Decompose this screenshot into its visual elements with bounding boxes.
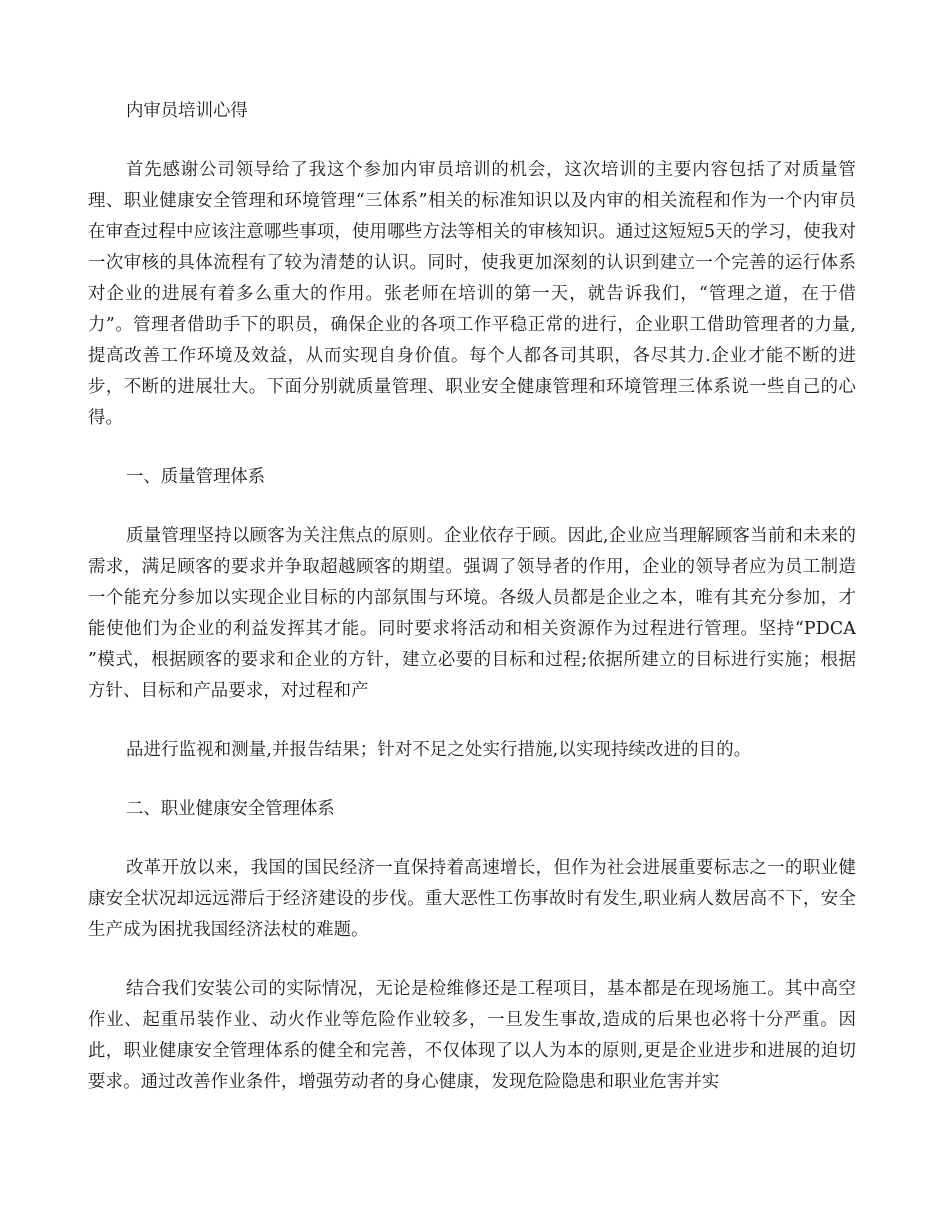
ohs-paragraph-1: 改革开放以来，我国的国民经济一直保持着高速增长，但作为社会进展重要标志之一的职业健康安全状况却远远滞后于经济建设的步伐。重大恶性工伤事故时有发生,职业病人数居高不下，安全生产成为困扰我国经济法杖的难题。 <box>88 858 856 940</box>
quality-paragraph-2: 品进行监视和测量,并报告结果；针对不足之处实行措施,以实现持续改进的目的。 <box>126 740 752 760</box>
intro-paragraph: 首先感谢公司领导给了我这个参加内审员培训的机会，这次培训的主要内容包括了对质量管理、职业健康安全管理和环境管理“三体系”相关的标准知识以及内审的相关流程和作为一个内审员在审查过程中应该注意哪些事项，使用哪些方法等相关的审核知识。通过这短短5天的学习，使我对一次审核的具体流程有了较为清楚的认识。同时，使我更加深刻的认识到建立一个完善的运行体系对企业的进展有着多么重大的作用。张老师在培训的第一天，就告诉我们，“管理之道，在于借力”。管理者借助手下的职员，确保企业的各项工作平稳正常的进行，企业职工借助管理者的力量,提高改善工作环境及效益，从而实现自身价值。每个人都各司其职，各尽其力.企业才能不断的进步，不断的进展壮大。下面分别就质量管理、职业安全健康管理和环境管理三体系说一些自己的心得。 <box>88 160 856 428</box>
quality-paragraph-1: 质量管理坚持以顾客为关注焦点的原则。企业依存于顾。因此,企业应当理解顾客当前和未来的需求，满足顾客的要求并争取超越顾客的期望。强调了领导者的作用，企业的领导者应为员工制造一个能充分参加以实现企业目标的内部氛围与环境。各级人员都是企业之本，唯有其充分参加，才能使他们为企业的利益发挥其才能。同时要求将活动和相关资源作为过程进行管理。坚持“PDCA ”模式，根据顾客的要求和企业的方针，建立必要的目标和过程;依据所建立的目标进行实施；根据方针、目标和产品要求，对过程和产 <box>88 526 856 701</box>
ohs-paragraph-2: 结合我们安装公司的实际情况，无论是检维修还是工程项目，基本都是在现场施工。其中高空作业、起重吊装作业、动火作业等危险作业较多，一旦发生事故,造成的后果也必将十分严重。因此，职业健康安全管理体系的健全和完善，不仅体现了以人为本的原则,更是企业进步和进展的迫切要求。通过改善作业条件，增强劳动者的身心健康，发现危险隐患和职业危害并实 <box>88 979 856 1092</box>
section-heading-ohs: 二、职业健康安全管理体系 <box>126 799 335 819</box>
section-heading-quality: 一、质量管理体系 <box>126 467 266 487</box>
document-title: 内审员培训心得 <box>126 101 248 121</box>
document-page <box>88 96 856 1126</box>
